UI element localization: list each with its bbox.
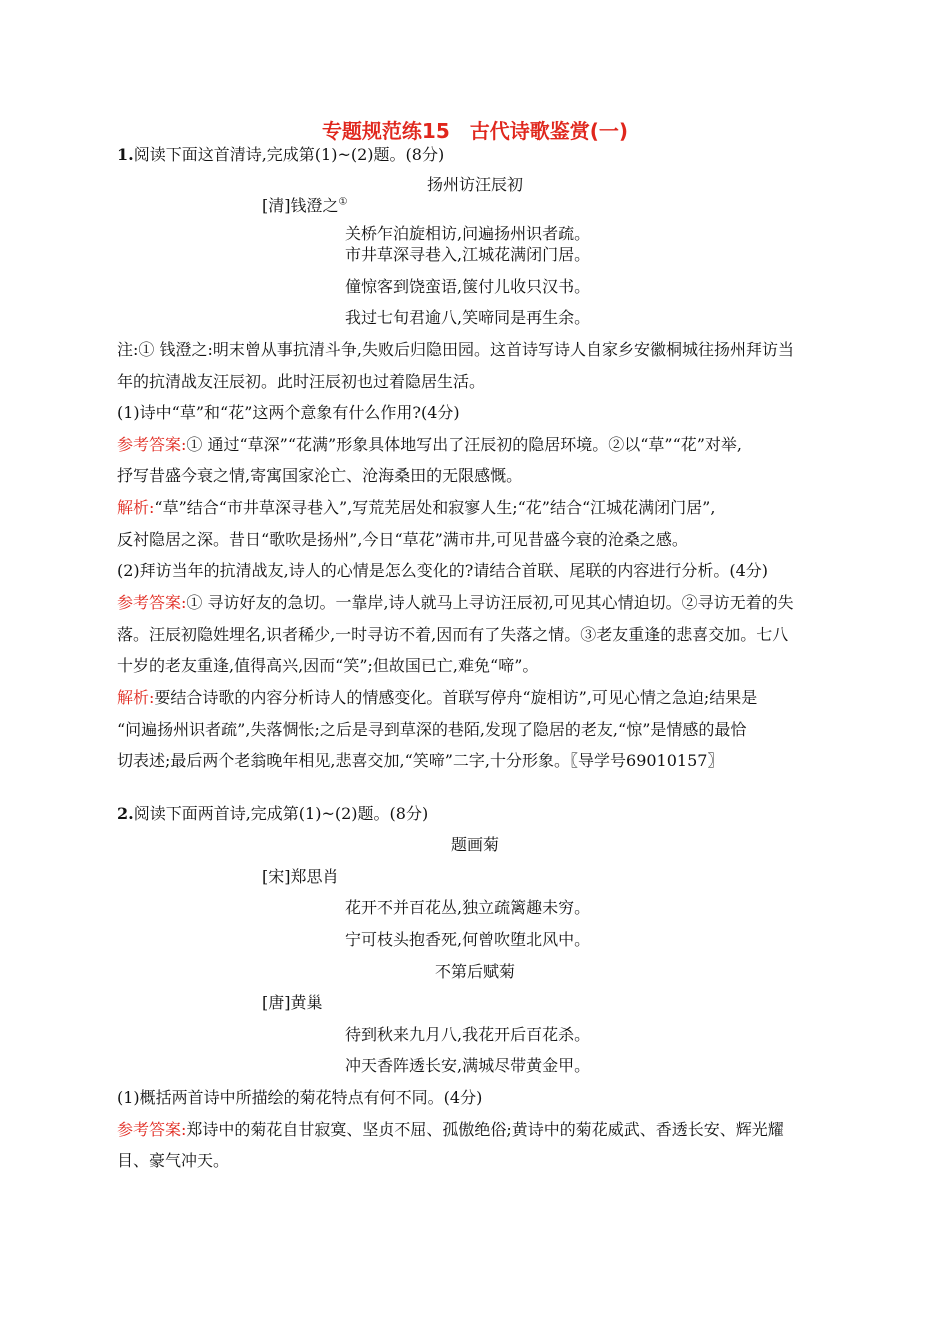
- q1-poem-title: 扬州访汪辰初: [426, 175, 523, 194]
- q2-sub1-answer-line: 目、豪气冲天。: [117, 1151, 230, 1170]
- analysis-text: 要结合诗歌的内容分析诗人的情感变化。首联写停舟“旋相访”,可见心情之急迫;结果是: [154, 688, 758, 707]
- q1-sub1-analysis-line: [117, 498, 715, 518]
- analysis-label: 解析:: [117, 498, 155, 517]
- q1-sub2-answer-line: 落。汪辰初隐姓埋名,识者稀少,一时寻访不着,因而有了失落之情。③老友重逢的悲喜交加。七八: [117, 625, 789, 644]
- q2-poem2-author: [唐]黄巢: [262, 993, 323, 1012]
- q1-sub2-question: (2)拜访当年的抗清战友,诗人的心情是怎么变化的?请结合首联、尾联的内容进行分析。(4分): [117, 561, 768, 580]
- q1-author-note-mark: ①: [338, 196, 348, 208]
- q1-sub2-analysis-line: “问遍扬州识者疏”,失落惆怅;之后是寻到草深的巷陌,发现了隐居的老友,“惊”是情感的最恰: [117, 720, 747, 739]
- q1-note-line: 注:① 钱澄之:明末曾从事抗清斗争,失败后归隐田园。这首诗写诗人自家乡安徽桐城往扬州拜访当: [117, 340, 794, 359]
- q2-poem1-line: 宁可枝头抱香死,何曾吹堕北风中。: [345, 930, 591, 949]
- q1-sub2-answer-line: [117, 593, 794, 613]
- answer-label: 参考答案:: [117, 435, 187, 454]
- q2-sub1-question: (1)概括两首诗中所描绘的菊花特点有何不同。(4分): [117, 1088, 483, 1107]
- answer-text: ① 寻访好友的急切。一靠岸,诗人就马上寻访汪辰初,可见其心情迫切。②寻访无着的失: [186, 593, 794, 612]
- q1-prompt: 阅读下面这首清诗,完成第(1)~(2)题。(8分): [133, 145, 445, 164]
- answer-text: 郑诗中的菊花自甘寂寞、坚贞不屈、孤傲绝俗;黄诗中的菊花威武、香透长安、辉光耀: [186, 1120, 784, 1139]
- q1-author: [清]钱澄之: [262, 196, 339, 215]
- q2-number: 2.: [117, 804, 134, 823]
- q1-sub1-analysis-line: 反衬隐居之深。昔日“歌吹是扬州”,今日“草花”满市井,可见昔盛今衰的沧桑之感。: [117, 530, 688, 549]
- q2-poem1-author: [宋]郑思肖: [262, 867, 339, 886]
- page-title: 专题规范练15 古代诗歌鉴赏(一): [321, 119, 629, 143]
- q1-poem-line: 关桥乍泊旋相访,问遍扬州识者疏。: [345, 224, 591, 243]
- answer-label: 参考答案:: [117, 593, 187, 612]
- q2-poem1-title: 题画菊: [450, 835, 499, 854]
- q1-sub1-answer-line: [117, 435, 742, 455]
- q1-poem-line: 我过七旬君逾八,笑啼同是再生余。: [345, 308, 591, 327]
- q1-author-line: [262, 196, 347, 216]
- q1-sub1-question: (1)诗中“草”和“花”这两个意象有什么作用?(4分): [117, 403, 460, 422]
- q2-poem1-line: 花开不并百花丛,独立疏篱趣未穷。: [345, 898, 591, 917]
- q2-poem2-title: 不第后赋菊: [434, 962, 515, 981]
- q2-poem2-line: 待到秋来九月八,我花开后百花杀。: [345, 1025, 591, 1044]
- q2-poem2-line: 冲天香阵透长安,满城尽带黄金甲。: [345, 1056, 591, 1075]
- q1-sub2-analysis-line: 切表述;最后两个老翁晚年相见,悲喜交加,“笑啼”二字,十分形象。〖导学号69010157〗: [117, 751, 724, 770]
- q2-prompt: 阅读下面两首诗,完成第(1)~(2)题。(8分): [133, 804, 429, 823]
- q1-sub2-answer-line: 十岁的老友重逢,值得高兴,因而“笑”;但故国已亡,难免“啼”。: [117, 656, 539, 675]
- q1-sub2-analysis-line: [117, 688, 757, 708]
- q1-sub1-answer-line: 抒写昔盛今衰之情,寄寓国家沦亡、沧海桑田的无限感慨。: [117, 466, 523, 485]
- q1-note-line: 年的抗清战友汪辰初。此时汪辰初也过着隐居生活。: [117, 372, 486, 391]
- q2-prompt-line: [117, 804, 428, 824]
- q2-sub1-answer-line: [117, 1120, 784, 1140]
- q1-poem-line: 市井草深寻巷入,江城花满闭门居。: [345, 245, 591, 264]
- q1-number: 1.: [117, 145, 134, 164]
- q1-poem-line: 僮惊客到饶蛮语,箧付儿收只汉书。: [345, 277, 591, 296]
- q1-prompt-line: [117, 145, 444, 165]
- analysis-label: 解析:: [117, 688, 155, 707]
- answer-text: ① 通过“草深”“花满”形象具体地写出了汪辰初的隐居环境。②以“草”“花”对举,: [186, 435, 743, 454]
- answer-label: 参考答案:: [117, 1120, 187, 1139]
- analysis-text: “草”结合“市井草深寻巷入”,写荒芜居处和寂寥人生;“花”结合“江城花满闭门居”,: [154, 498, 716, 517]
